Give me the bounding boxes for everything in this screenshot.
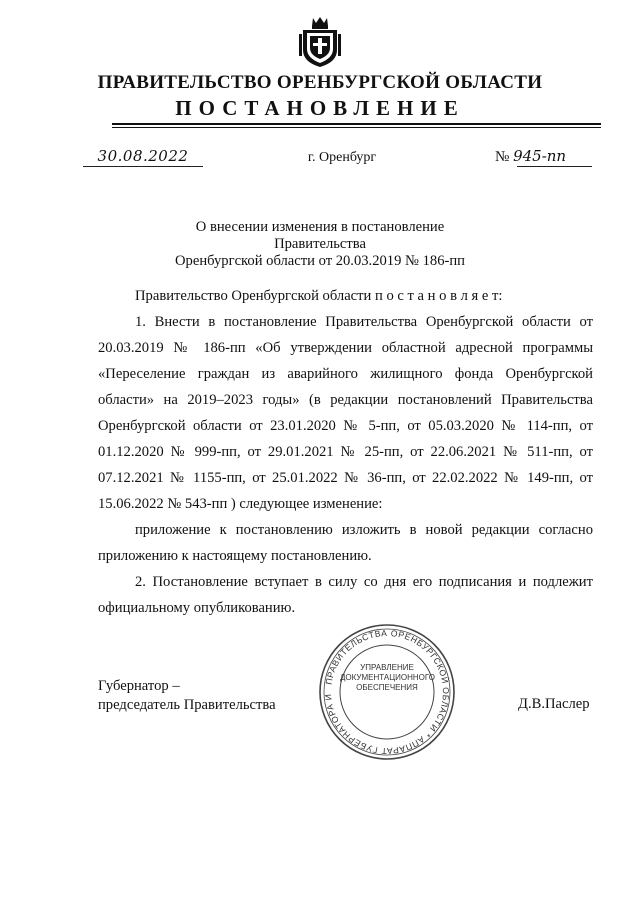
header-rule-thick	[112, 123, 601, 125]
header-rule-thin	[112, 127, 601, 128]
body-item-1-subparagraph: приложение к постановлению изложить в новой редакции согласно приложению к настоящему постановлению.	[98, 522, 593, 564]
document-number-field	[495, 147, 595, 166]
body-item-1: 1. Внести в постановление Правительства Оренбургской области от 20.03.2019 № 186-пп «Об утверждении областной адресной программы «Переселение граждан из аварийного жилищного фонда Оренбургской области» на 2019–2023 годы» (в редакции постановлений Правительства Оренбургской области от 23.01.2020 № 5-пп, от 05.03.2020 № 114-пп, от 01.12.2020 № 999-пп, от 29.01.2021 № 25-пп, от 22.06.2021 № 511-пп, от 07.12.2021 № 1155-пп, от 25.01.2022 № 36-пп, от 22.02.2022 № 149-пп, от 15.06.2022 № 543-пп ) следующее изменение:	[98, 314, 593, 512]
stamp-ring-text: ПРАВИТЕЛЬСТВА ОРЕНБУРГСКОЙ ОБЛАСТИ * АППАРАТ ГУБЕРНАТОРА И	[322, 627, 452, 757]
document-subject	[150, 219, 490, 270]
signatory-title	[98, 677, 276, 715]
document-type: ПОСТАНОВЛЕНИЕ	[175, 96, 465, 120]
body-intro: Правительство Оренбургской области п о с т а н о в л я е т:	[135, 288, 503, 304]
signatory-title-line-2: председатель Правительства	[98, 697, 276, 713]
stamp-center-line-1: УПРАВЛЕНИЕ	[360, 663, 414, 672]
subject-line-1: О внесении изменения в постановление Правительства	[195, 219, 445, 252]
document-number: 945-пп	[513, 147, 567, 165]
stamp-center-text	[340, 663, 434, 693]
document-city: г. Оренбург	[307, 150, 377, 165]
document-date-field	[83, 147, 203, 165]
body-item-2: 2. Постановление вступает в силу со дня его подписания и подлежит официальному опубликованию.	[98, 574, 593, 616]
coat-of-arms-icon	[299, 16, 341, 68]
stamp-center-line-2: ДОКУМЕНТАЦИОННОГО	[340, 673, 435, 682]
document-date: 30.08.2022	[97, 147, 189, 165]
signatory-name: Д.В.Паслер	[518, 696, 590, 712]
date-underline	[83, 166, 203, 167]
organization-title: ПРАВИТЕЛЬСТВО ОРЕНБУРГСКОЙ ОБЛАСТИ	[97, 72, 543, 93]
number-underline	[517, 166, 592, 167]
subject-line-2: Оренбургской области от 20.03.2019 № 186-пп	[175, 253, 465, 269]
signatory-title-line-1: Губернатор –	[98, 678, 180, 694]
stamp-center-line-3: ОБЕСПЕЧЕНИЯ	[356, 683, 418, 692]
number-prefix: №	[495, 149, 510, 165]
